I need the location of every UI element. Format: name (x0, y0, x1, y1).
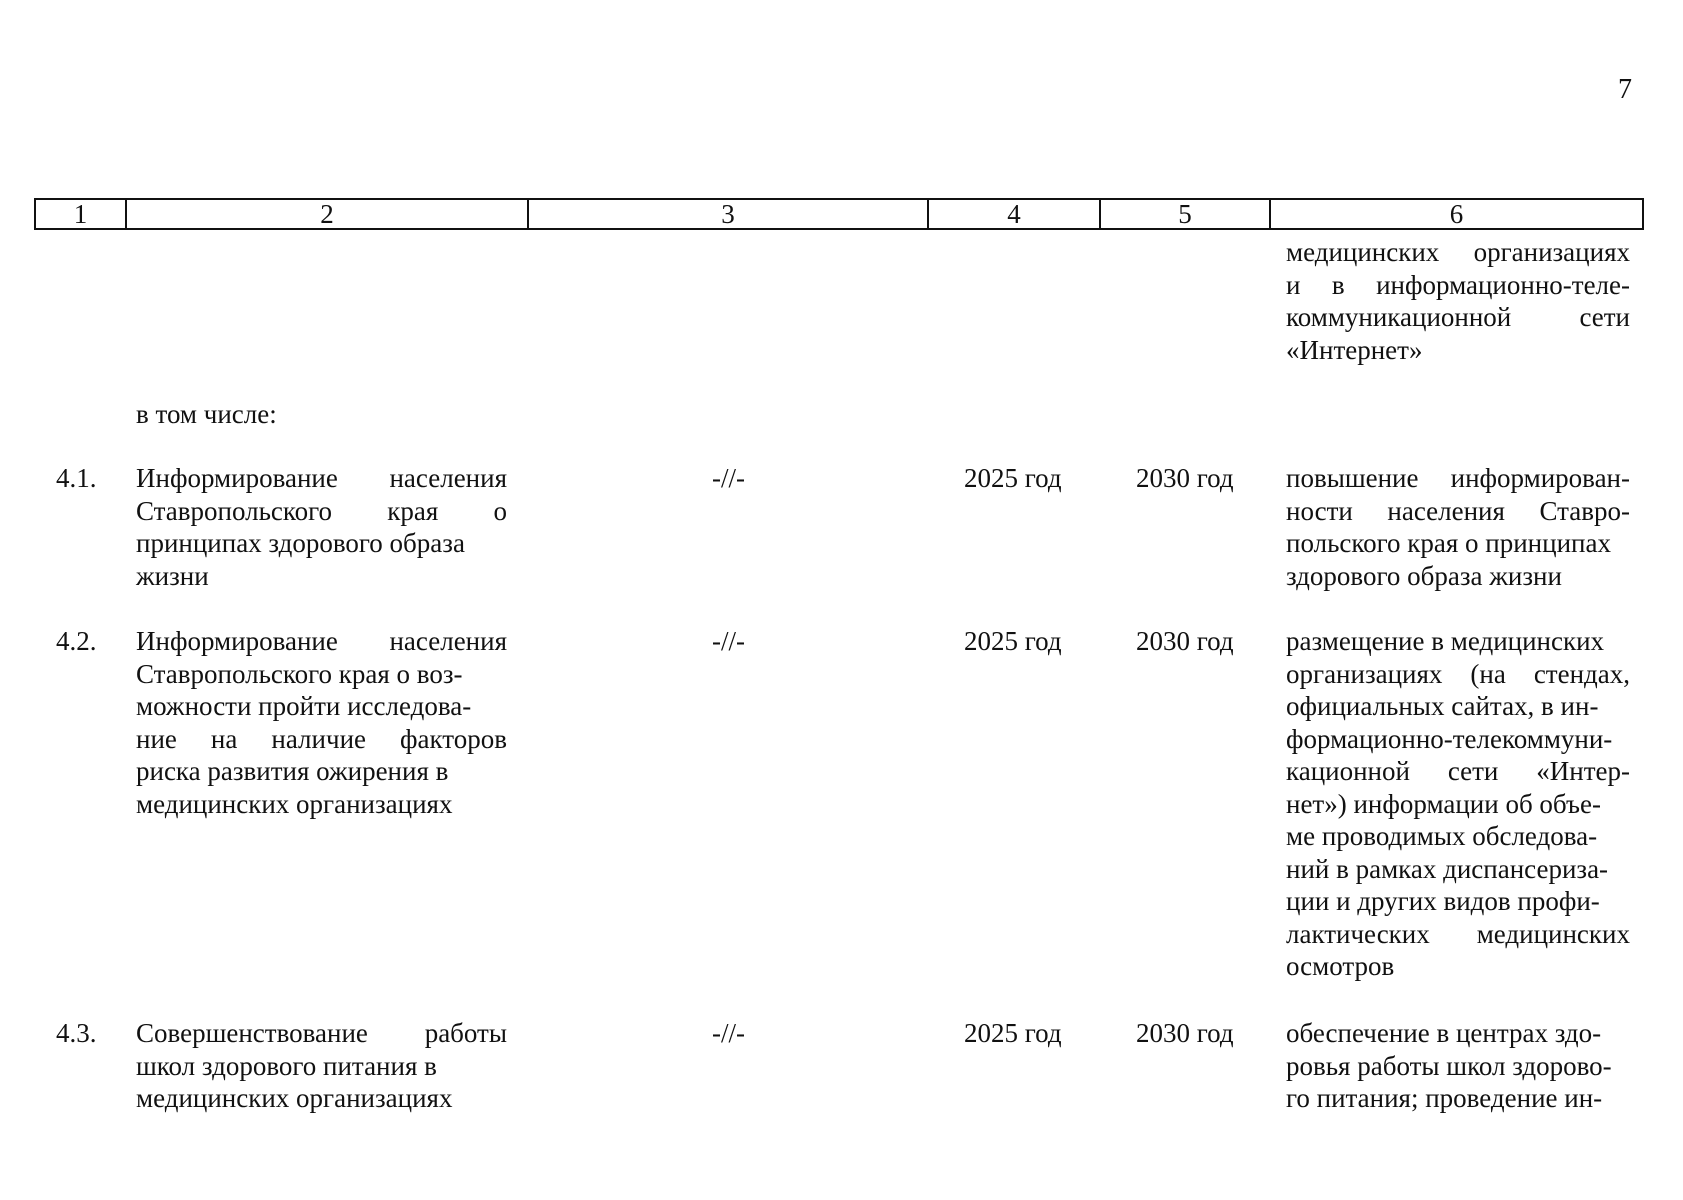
text-line (1286, 918, 1630, 951)
text-word: кационной (1286, 756, 1410, 786)
text-line: ции и других видов профи- (1286, 886, 1600, 916)
text-word: ние (136, 723, 177, 754)
header-cell-4: 4 (929, 200, 1101, 228)
text-line: официальных сайтах, в ин- (1286, 691, 1599, 721)
text-line (136, 462, 507, 495)
text-word: организациях (1473, 237, 1630, 267)
row-number: 4.2. (56, 626, 97, 656)
text-line: ме проводимых обследова- (1286, 821, 1598, 851)
text-line: ровья работы школ здорово- (1286, 1050, 1612, 1081)
text-word: Информирование (136, 463, 338, 493)
end-year: 2030 год (1136, 1018, 1234, 1048)
text-line (1286, 301, 1630, 334)
text-line (1286, 755, 1630, 788)
text-word: населения (389, 463, 507, 493)
text-line: жизни (136, 560, 209, 591)
text-line: осмотров (1286, 951, 1395, 981)
text-line: принципах здорового образа (136, 528, 465, 558)
text-word: Ставро- (1539, 495, 1630, 526)
text-word: медицинских (1286, 237, 1440, 267)
text-line: обеспечение в центрах здо- (1286, 1018, 1602, 1048)
start-year: 2025 год (964, 626, 1062, 656)
end-year: 2030 год (1136, 463, 1234, 493)
text-word: края (387, 495, 439, 526)
text-word: стендах, (1533, 658, 1630, 689)
text-word: населения (389, 626, 507, 656)
text-line: здорового образа жизни (1286, 560, 1562, 591)
activity-name (136, 625, 507, 820)
continuation-result-text (1286, 236, 1630, 366)
text-word: информационно-теле- (1376, 269, 1630, 300)
text-line (1286, 269, 1630, 302)
text-line: формационно-телекоммуни- (1286, 723, 1613, 754)
header-cell-1: 1 (36, 200, 127, 228)
text-line: Ставропольского края о воз- (136, 658, 463, 689)
text-line: польского края о принципах (1286, 528, 1611, 558)
responsible-executor: -//- (712, 463, 745, 493)
text-line (1286, 658, 1630, 691)
text-line: риска развития ожирения в (136, 756, 449, 786)
end-year: 2030 год (1136, 626, 1234, 656)
text-word: о (493, 495, 507, 526)
text-word: на (210, 723, 238, 754)
text-word: в (1331, 269, 1345, 300)
responsible-executor: -//- (712, 1018, 745, 1048)
text-word: наличие (271, 723, 366, 754)
subheading: в том числе: (136, 399, 277, 429)
text-line (1286, 236, 1630, 269)
row-number: 4.3. (56, 1018, 97, 1048)
text-line (136, 495, 507, 528)
text-word: повышение (1286, 463, 1419, 493)
text-line (136, 723, 507, 756)
page-number: 7 (1618, 74, 1632, 105)
text-word: «Интер- (1536, 756, 1630, 786)
start-year: 2025 год (964, 1018, 1062, 1048)
text-word: Информирование (136, 626, 338, 656)
text-line: можности пройти исследова- (136, 691, 472, 721)
header-cell-2: 2 (127, 200, 529, 228)
text-line (1286, 462, 1630, 495)
expected-result (1286, 625, 1630, 983)
text-line (1286, 495, 1630, 528)
text-word: медицинских (1476, 918, 1630, 949)
text-line: нет») информации об объе- (1286, 788, 1601, 819)
text-word: сети (1447, 756, 1499, 786)
text-word: (на (1470, 658, 1506, 689)
text-word: информирован- (1450, 463, 1630, 493)
expected-result (1286, 462, 1630, 592)
activity-name (136, 462, 507, 592)
text-word: лактических (1286, 918, 1430, 949)
text-line (136, 625, 507, 658)
table-header-row (34, 198, 1644, 230)
header-cell-6: 6 (1449, 199, 1464, 229)
text-word: сети (1579, 302, 1630, 332)
text-line: медицинских организациях (136, 1083, 453, 1113)
text-word: населения (1387, 495, 1505, 526)
text-line: ний в рамках диспансериза- (1286, 853, 1609, 884)
header-cell-5: 5 (1101, 200, 1271, 228)
text-word: коммуникационной (1286, 302, 1512, 332)
text-word: организациях (1286, 658, 1443, 689)
text-line (136, 1017, 507, 1050)
expected-result (1286, 1017, 1630, 1115)
text-line: школ здорового питания в (136, 1050, 437, 1081)
text-line: размещение в медицинских (1286, 626, 1605, 656)
text-word: Ставропольского (136, 495, 333, 526)
text-word: и (1286, 269, 1301, 300)
text-line: медицинских организациях (136, 788, 453, 819)
text-word: Совершенствование (136, 1018, 368, 1048)
responsible-executor: -//- (712, 626, 745, 656)
text-word: работы (424, 1018, 507, 1048)
header-cell-3: 3 (529, 200, 929, 228)
row-number: 4.1. (56, 463, 97, 493)
text-word: факторов (400, 723, 507, 754)
start-year: 2025 год (964, 463, 1062, 493)
text-word: ности (1286, 495, 1353, 526)
text-line: «Интернет» (1286, 334, 1423, 365)
text-line: го питания; проведение ин- (1286, 1083, 1603, 1113)
activity-name (136, 1017, 507, 1115)
